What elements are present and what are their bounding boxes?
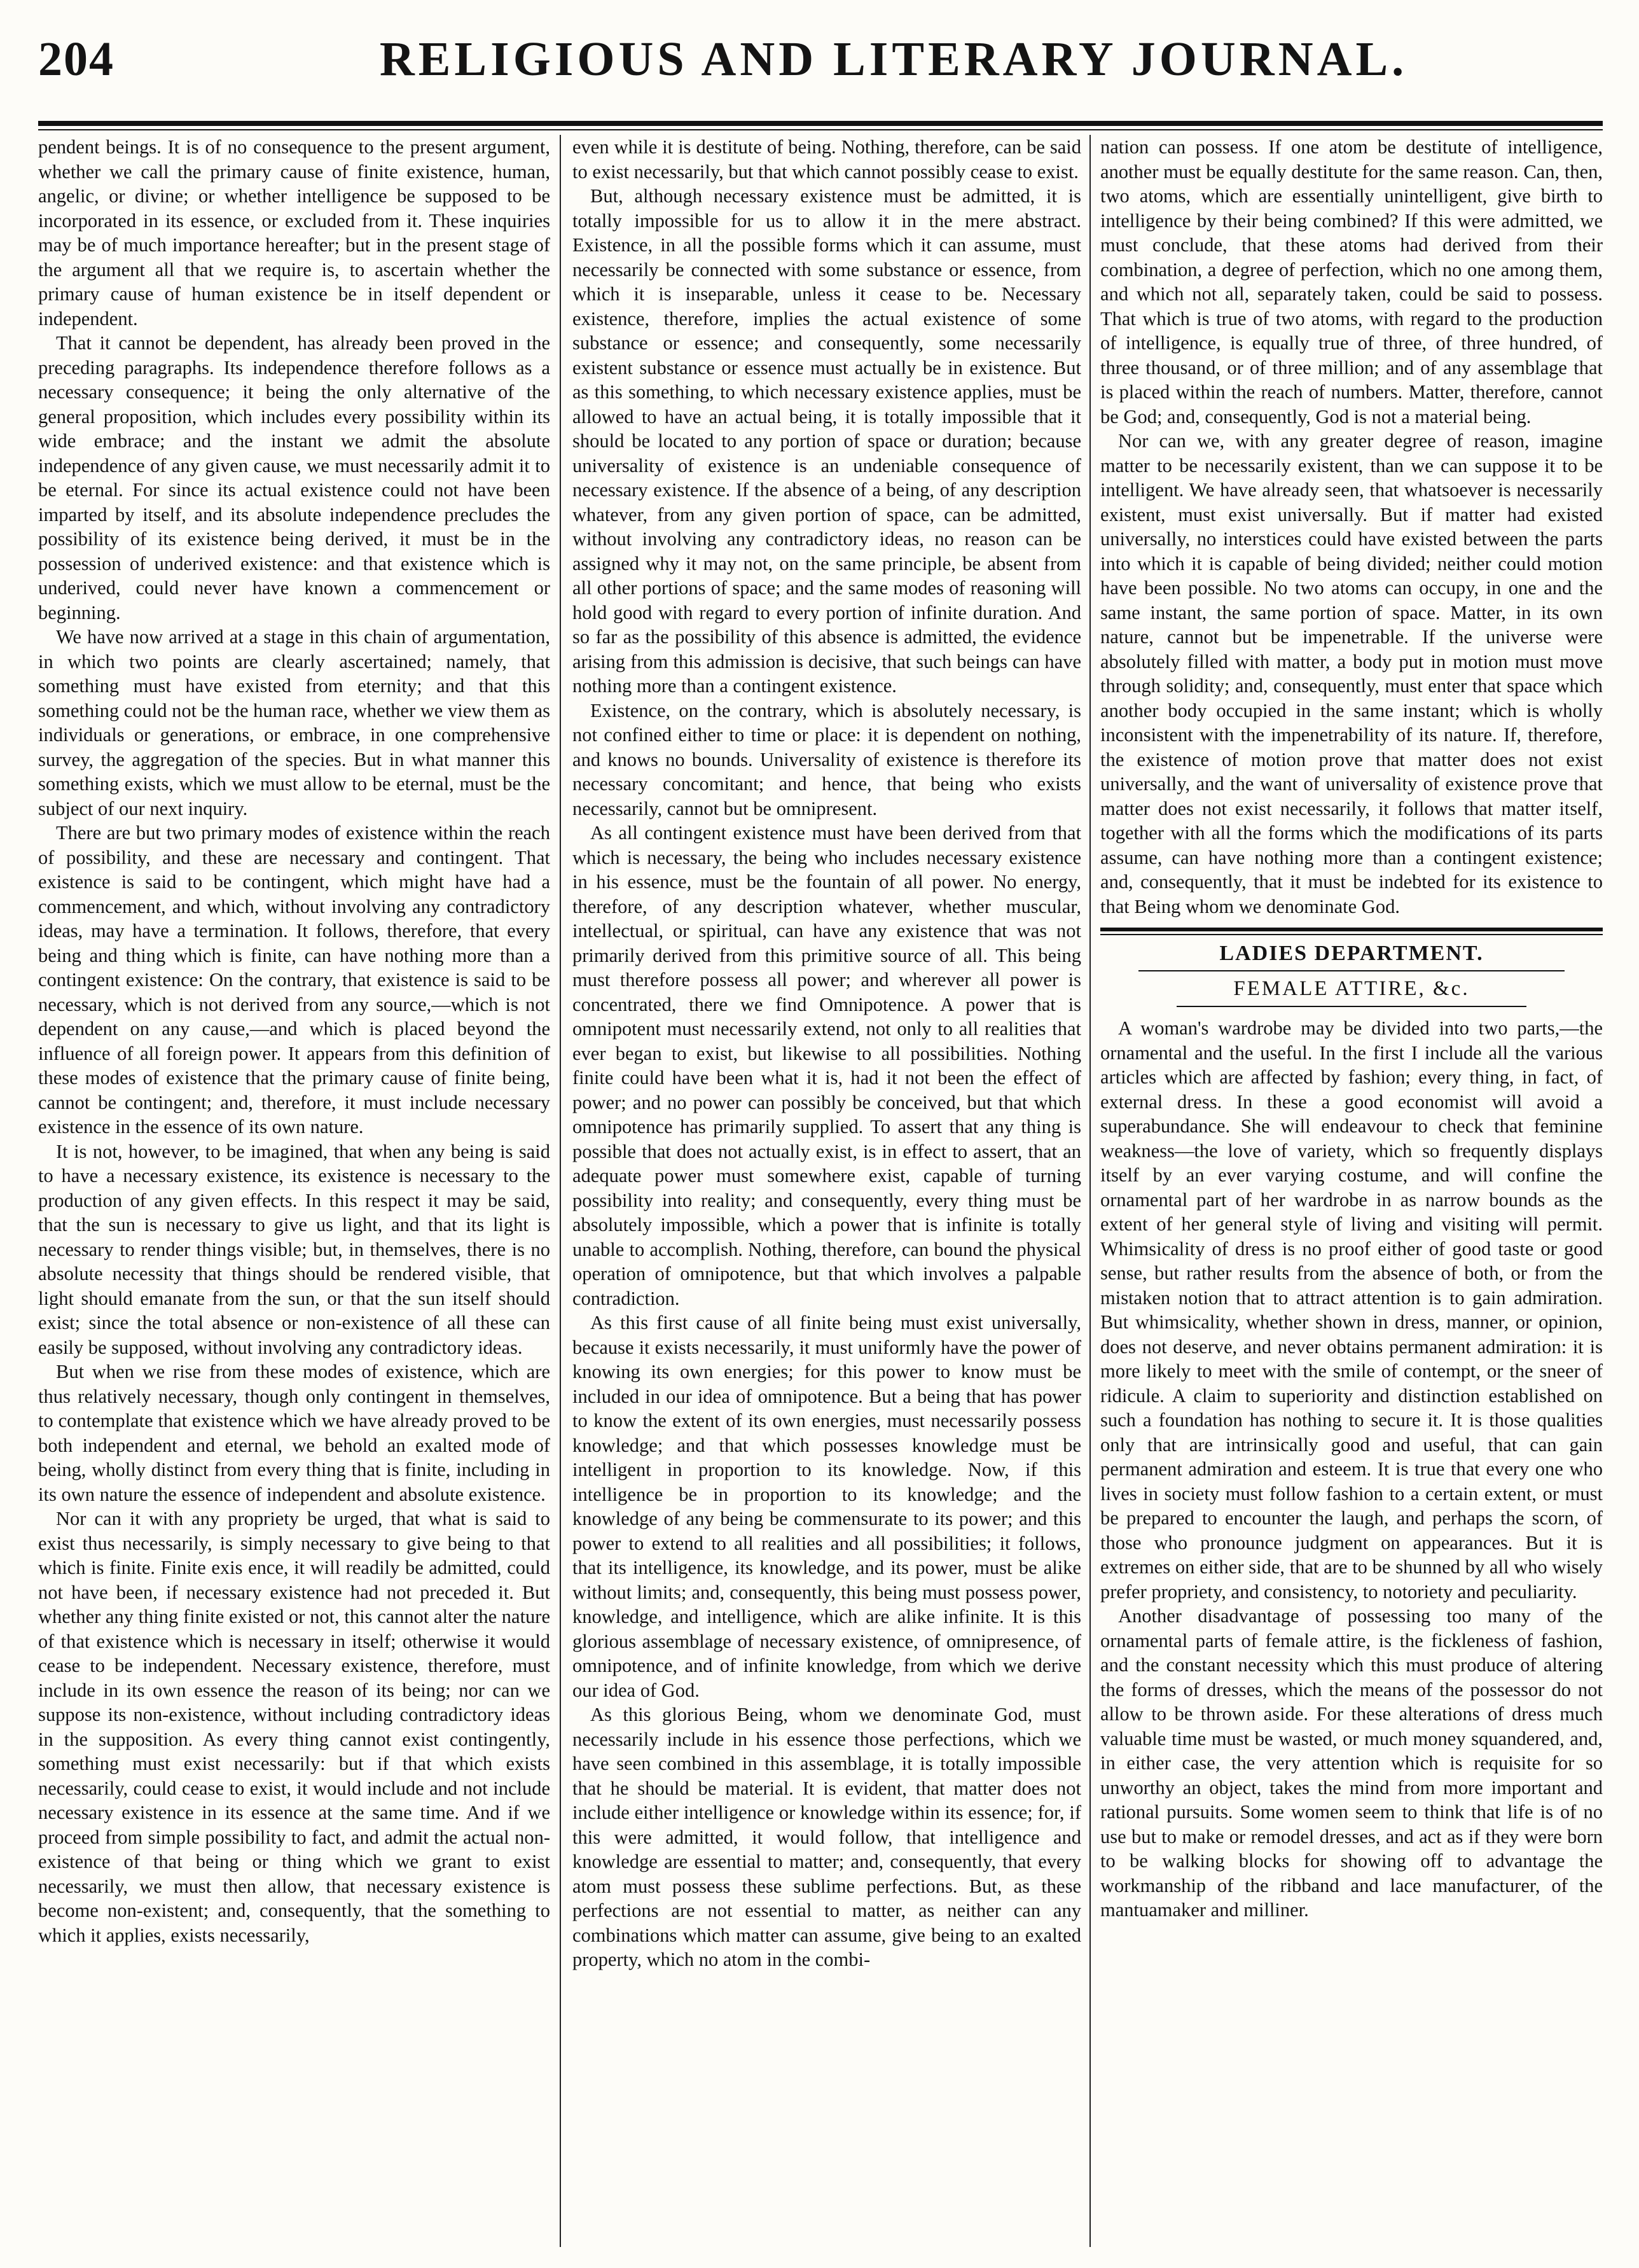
paragraph: As this glorious Being, whom we denominate God, must necessarily include in his essence those perfections, which we have seen combined in this assemblage, it is totally impossible that he should be material. It is evident, that matter does not include either intelligence or knowledge within its essence; for, if this were admitted, it would follow, that intelligence and knowledge are essential to matter; and, consequently, that every atom must possess these sublime perfections. But, as these perfections are not essential to matter, as neither can any combinations which matter can assume, give being to an exalted property, which no atom in the combi- — [572, 1704, 1081, 1970]
paragraph: That it cannot be dependent, has already been proved in the preceding paragraphs. Its independence therefore follows as a necessary consequence; it being the only alternative of the general proposition, which includes every possibility within its wide embrace; and the instant we admit the absolute independence of any given cause, we must necessarily admit it to be eternal. For since its actual existence could not have been imparted by itself, and its absolute independence precludes the possibility of its existence being derived, it must be in the possession of underived existence: and that existence which is underived, could never have known a commencement or beginning. — [38, 332, 550, 623]
paragraph: As this first cause of all finite being must exist universally, because it exists necessarily, it must uniformly have the power of knowing its own energies; for this power to know must be included in our idea of omnipotence. But a being that has power to know the extent of its own energies, must necessarily possess knowledge; and that which possesses knowledge must be intelligent in proportion to its knowledge. Now, if this intelligence be in proportion to its knowledge; and the knowledge of any being be commensurate to its power; and this power to extend to all realities and all possibilities; it follows, that its intelligence, its knowledge, and its power, must be alike without limits; and, consequently, this being must possess power, knowledge, and intelligence, which are alike infinite. It is this glorious assemblage of necessary existence, of omnipresence, of omnipotence, and of infinite knowledge, from which we derive our idea of God. — [572, 1312, 1081, 1701]
text-column-2 — [572, 135, 1081, 2247]
paragraph: As all contingent existence must have been derived from that which is necessary, the being who includes necessary existence in his essence, must be the fountain of all power. No energy, therefore, of any description whatever, whether muscular, intellectual, or spiritual, can have any existence that was not primarily derived from this primitive source of all. This being must therefore possess all power; and wherever all power is concentrated, there we find Omnipotence. A power that is omnipotent must necessarily extend, not only to all realities that ever began to exist, but likewise to all possibilities. Nothing finite could have been what it is, had it not been the effect of power; and no power can possibly be conceived, but that which omnipotence has primarily supplied. To assert that any thing is possible that does not actually exist, is in effect to assert, that an adequate power must somewhere exist, capable of turning possibility into reality; and consequently, every thing must be absolutely impossible, which a power that is infinite is totally unable to accomplish. Nothing, therefore, can bound the physical operation of omnipotence, but that which involves a palpable contradiction. — [572, 822, 1081, 1309]
article-title: FEMALE ATTIRE, &c. — [1233, 977, 1470, 1000]
paragraph: pendent beings. It is of no consequence to the present argument, whether we call the primary cause of finite existence, human, angelic, or divine; or whether intelligence be supposed to be incorporated in its essence, or excluded from it. These inquiries may be of much importance hereafter; but in the present stage of the argument all that we require is, to ascertain whether the primary cause of human existence be in itself dependent or independent. — [38, 136, 550, 330]
text-column-1 — [38, 135, 550, 2247]
header-rule-thin — [38, 129, 1603, 130]
paragraph: A woman's wardrobe may be divided into two parts,—the ornamental and the useful. In the first I include all the various articles which are affected by fashion; every thing, in fact, of external dress. In these a good economist will avoid a superabundance. She will endeavour to check that feminine weakness—the love of variety, which so frequently displays itself by an ever varying costume, and will confine the ornamental part of her wardrobe in as narrow bounds as the extent of her general style of living and visiting will permit. Whimsicality of dress is no proof either of good taste or good sense, but rather results from the absence of both, or from the mistaken notion that to attract attention is to gain admiration. But whimsicality, whether shown in dress, manner, or opinion, does not deserve, and never obtains permanent admiration: it is more likely to meet with the smile of contempt, or the sneer of ridicule. A claim to superiority and distinction established on such a foundation has nothing to secure it. It is those qualities only that are intrinsically good and useful, that can gain permanent admiration and esteem. It is true that every one who lives in society must follow fashion to a certain extent, or must be prepared to encounter the laugh, and perhaps the scorn, of those who pronounce judgment on appearances. But it is extremes on either side, that are to be shunned by all who wisely prefer propriety, and consistency, to notoriety and peculiarity. — [1100, 1017, 1603, 1603]
paragraph: It is not, however, to be imagined, that when any being is said to have a necessary existence, its existence is necessary to the production of any given effects. In this respect it may be said, that the sun is necessary to give us light, and that its light is necessary to render things visible; but, in themselves, there is no absolute necessity that things should be rendered visible, that light should emanate from the sun, or that the sun itself should exist; since the total absence or non-existence of all these can easily be supposed, without involving any contradictory ideas. — [38, 1140, 550, 1358]
paragraph: But, although necessary existence must be admitted, it is totally impossible for us to allow it in the mere abstract. Existence, in all the possible forms which it can assume, must necessarily be connected with some substance or essence, from which it is inseparable, unless it cease to be. Necessary existence, therefore, implies the actual existence of some substance or essence; and consequently, some necessarily existent substance or essence must actually be in existence. But as this something, to which necessary existence applies, must be allowed to have an actual being, it is totally impossible that it should be located to any portion of space or duration; because universality of existence is an undeniable consequence of necessary existence. If the absence of a being, of any description whatever, from any given portion of space, can be admitted, without involving any contradictory ideas, no reason can be assigned why it may not, on the same principle, be absent from all other portions of space; and the same modes of reasoning will hold good with regard to every portion of infinite duration. And so far as the possibility of this absence is admitted, the evidence arising from this admission is decisive, that such beings can have nothing more than a contingent existence. — [572, 185, 1081, 697]
page-header — [38, 25, 1603, 102]
column-divider — [560, 135, 561, 2247]
header-rule — [38, 121, 1603, 126]
paragraph: even while it is destitute of being. Nothing, therefore, can be said to exist necessarily, but that which cannot possibly cease to exist. — [572, 136, 1081, 183]
paragraph: But when we rise from these modes of existence, which are thus relatively necessary, though only contingent in themselves, to contemplate that existence which we have already proved to be both independent and eternal, we behold an exalted mode of being, wholly distinct from every thing that is finite, including in its own nature the essence of independent and absolute existence. — [38, 1361, 550, 1505]
column-divider — [1089, 135, 1091, 2247]
paragraph: nation can possess. If one atom be destitute of intelligence, another must be equally destitute for the same reason. Can, then, two atoms, which are essentially unintelligent, give birth to intelligence by their being combined? If this were admitted, we must conclude, that these atoms had derived from their combination, a degree of perfection, which no one among them, and which not all, separately taken, could be said to possess. That which is true of two atoms, with regard to the production of intelligence, is equally true of three, of three hundred, of three thousand, or of three million; and of any assemblage that is placed within the reach of numbers. Matter, therefore, cannot be God; and, consequently, God is not a material being. — [1100, 136, 1603, 428]
department-heading: LADIES DEPARTMENT. — [1219, 942, 1484, 965]
paragraph: Nor can it with any propriety be urged, that what is said to exist thus necessarily, is simply necessary to give being to that which is finite. Finite exis ence, it will readily be admitted, could not have been, if necessary existence had not preceded it. But whether any thing finite existed or not, this cannot alter the nature of that existence which is necessary in itself; otherwise it would cease to be independent. Necessary existence, therefore, must include in its own essence the reason of its being; nor can we suppose its non-existence, without including contradictory ideas in the supposition. As every thing cannot exist contingently, something must exist necessarily: but if that which exists necessarily, could cease to exist, it would include and not include necessary existence in its essence at the same time. And if we proceed from simple possibility to fact, and admit the actual non-existence of that being or thing which we grant to exist necessarily, we must then allow, that necessary existence is become non-existent; and, consequently, that the something to which it applies, exists necessarily, — [38, 1508, 550, 1946]
section-rule — [1100, 928, 1603, 931]
section-rule-thin — [1100, 934, 1603, 935]
paragraph: Existence, on the contrary, which is absolutely necessary, is not confined either to time or place: it is dependent on nothing, and knows no bounds. Universality of existence is therefore its necessary concomitant; and hence, that being who exists necessarily, cannot but be omnipresent. — [572, 699, 1081, 819]
paragraph: Another disadvantage of possessing too many of the ornamental parts of female attire, is the fickleness of fashion, and the constant necessity which this must produce of altering the forms of dresses, which the means of the possessor do not allow to be thrown aside. For these alterations of dress much valuable time must be wasted, or much money squandered, and, in either case, the very attention which is requisite for so unworthy an object, takes the mind from more important and rational pursuits. Some women seem to think that life is of no use but to make or remodel dresses, and act as if they were born to be walking blocks for showing off to advantage the workmanship of the ribband and lace manufacturer, of the mantuamaker and milliner. — [1100, 1605, 1603, 1921]
title-rule — [1177, 1006, 1526, 1007]
paragraph: We have now arrived at a stage in this chain of argumentation, in which two points are clearly ascertained; namely, that something must have existed from eternity; and that this something could not be the human race, whether we view them as individuals or generations, or embrace, in one comprehensive survey, the aggregation of the species. But in what manner this something exists, which we must allow to be eternal, must be the subject of our next inquiry. — [38, 626, 550, 819]
paragraph: There are but two primary modes of existence within the reach of possibility, and these are necessary and contingent. That existence is said to be contingent, which might have had a commencement, and which, without involving any contradictory ideas, may have a termination. It follows, therefore, that every being and thing which is finite, can have nothing more than a contingent existence: On the contrary, that existence is said to be necessary, which is not derived from any source,—which is not dependent on any cause,—and which is placed beyond the influence of all foreign power. It appears from this definition of these modes of existence that the primary cause of finite being, cannot be contingent; and, therefore, it must include necessary existence in the essence of its own nature. — [38, 822, 550, 1137]
heading-rule — [1138, 970, 1565, 971]
journal-title: RELIGIOUS AND LITERARY JOURNAL. — [379, 32, 1408, 86]
text-column-3 — [1100, 135, 1603, 2247]
paragraph: Nor can we, with any greater degree of reason, imagine matter to be necessarily existent, than we can suppose it to be intelligent. We have already seen, that whatsoever is necessarily existent, must exist universally. But if matter had existed universally, no interstices could have existed between the parts into which it is capable of being divided; neither could motion have been possible. No two atoms can occupy, in one and the same instant, the same portion of space. Matter, in its own nature, cannot but be impenetrable. If the universe were absolutely filled with matter, a body put in motion must move through solidity; and, consequently, must enter that space which another body occupied in the same instant; which is wholly inconsistent with the impenetrability of its nature. If, therefore, the existence of motion prove that matter does not exist universally, and the want of universality of existence prove that matter does not exist necessarily, it follows that matter itself, together with all the forms which the modifications of its parts assume, can have nothing more than a contingent existence; and, consequently, that it must be indebted for its existence to that Being whom we denominate God. — [1100, 430, 1603, 917]
page-number: 204 — [38, 32, 114, 86]
